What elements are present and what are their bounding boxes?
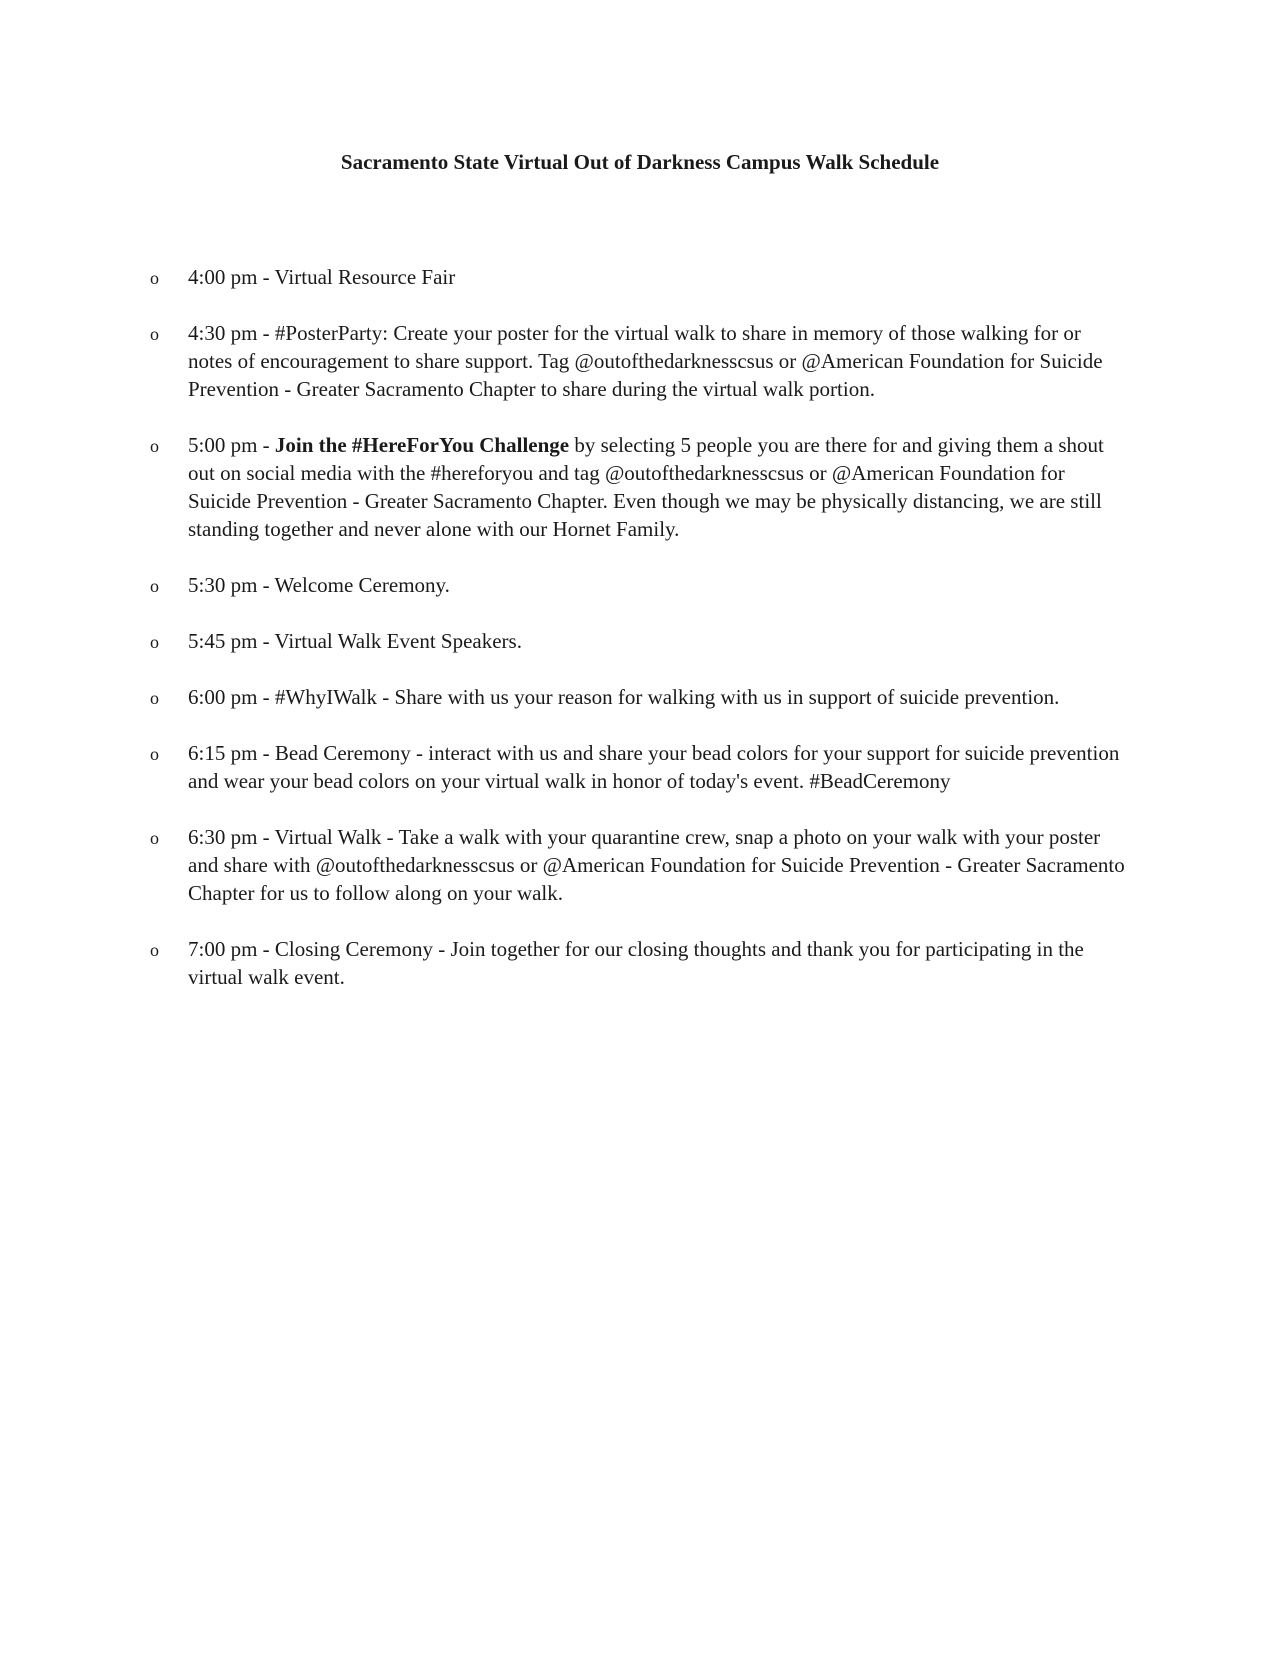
challenge-highlight: Join the #HereForYou Challenge <box>274 433 570 457</box>
schedule-item-before: 4:00 pm - Virtual Resource Fair <box>188 265 456 289</box>
bullet-icon: o <box>150 632 159 652</box>
list-item <box>0 627 1280 655</box>
schedule-item-before: 6:15 pm - Bead Ceremony - interact with us and share your bead colors for your support for suicide prevention and wear your bead colors on your virtual walk in honor of today's event. #BeadCeremony <box>188 741 1120 793</box>
schedule-item-before: 5:30 pm - Welcome Ceremony. <box>188 573 450 597</box>
schedule-item-text <box>188 627 1128 655</box>
list-item <box>0 431 1280 543</box>
schedule-item-before: 6:30 pm - Virtual Walk - Take a walk with your quarantine crew, snap a photo on your walk with your poster and share with @outofthedarknesscsus or @American Foundation for Suicide Prevention - Greater Sacramento Chapter for us to follow along on your walk. <box>188 825 1125 905</box>
schedule-item-text <box>188 739 1128 795</box>
schedule-item-text <box>188 823 1128 907</box>
list-item <box>0 683 1280 711</box>
page-title: Sacramento State Virtual Out of Darkness Campus Walk Schedule <box>340 150 940 174</box>
bullet-icon: o <box>150 940 159 960</box>
schedule-item-before: 6:00 pm - #WhyIWalk - Share with us your reason for walking with us in support of suicide prevention. <box>188 685 1060 709</box>
bullet-icon: o <box>150 828 159 848</box>
schedule-item-text <box>188 319 1128 403</box>
bullet-icon: o <box>150 268 159 288</box>
schedule-list <box>0 263 1280 1019</box>
bullet-icon: o <box>150 324 159 344</box>
list-item <box>0 823 1280 907</box>
schedule-item-text <box>188 935 1128 991</box>
list-item <box>0 571 1280 599</box>
schedule-item-before: 4:30 pm - #PosterParty: Create your poster for the virtual walk to share in memory of those walking for or notes of encouragement to share support. Tag @outofthedarknesscsus or @American Foundation for Suicide Prevention - Greater Sacramento Chapter to share during the virtual walk portion. <box>188 321 1103 401</box>
bullet-icon: o <box>150 436 159 456</box>
list-item <box>0 935 1280 991</box>
bullet-icon: o <box>150 688 159 708</box>
schedule-item-text <box>188 263 1128 291</box>
schedule-item-before: 7:00 pm - Closing Ceremony - Join together for our closing thoughts and thank you for participating in the virtual walk event. <box>188 937 1084 989</box>
list-item <box>0 319 1280 403</box>
list-item <box>0 739 1280 795</box>
bullet-icon: o <box>150 744 159 764</box>
schedule-item-before: 5:00 pm - <box>188 433 275 457</box>
bullet-icon: o <box>150 576 159 596</box>
schedule-item-before: 5:45 pm - Virtual Walk Event Speakers. <box>188 629 522 653</box>
schedule-item-text <box>188 571 1128 599</box>
schedule-item-text <box>188 683 1128 711</box>
list-item <box>0 263 1280 291</box>
schedule-item-text <box>188 431 1128 543</box>
schedule-item-after: by selecting 5 people you are there for and giving them a shout out on social media with the #hereforyou and tag @outofthedarknesscsus or @American Foundation for Suicide Prevention - Greater Sacramento Chapter. Even though we may be physically distancing, we are still standing together and never alone with our Hornet Family. <box>188 433 1104 541</box>
